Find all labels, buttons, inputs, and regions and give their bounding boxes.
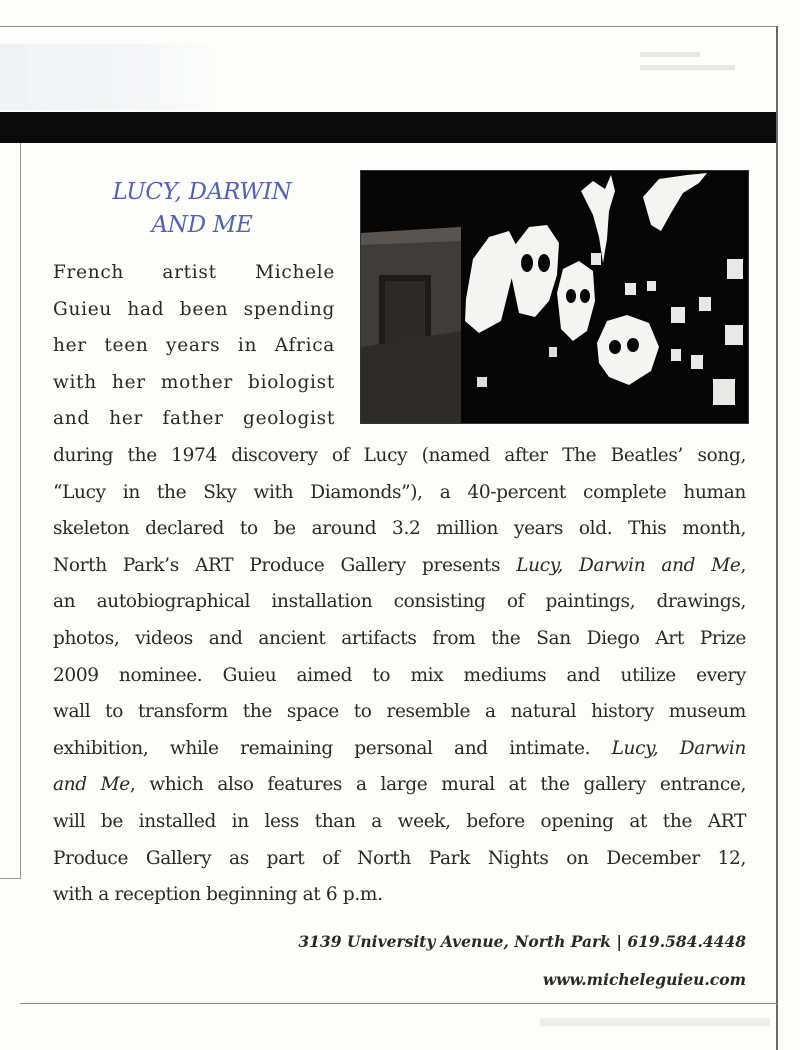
exhibition-title-part-1: Lucy, Darwin [611,737,746,759]
intro-line-2: Guieu had been spending [53,298,335,320]
body-line-10-text: , which also features a large mural at the gallery entrance, [129,774,746,796]
faded-text-ghost [640,52,750,92]
body-line-9-text: exhibition, while remaining personal and intimate. [53,737,612,759]
intro-line-5: and her father geologist [53,408,335,430]
frame-right-rule [776,26,778,1050]
body-line-5: an autobiographical installation consisting of paintings, drawings, [53,591,746,613]
headline-line-2: AND ME [151,212,253,238]
body-line-11: will be installed in less than a week, before opening at the ART [53,810,746,832]
frame-left-stub [0,878,21,879]
faded-banner-ghost [0,44,210,110]
body-line-3: skeleton declared to be around 3.2 million years old. This month, [53,518,746,540]
body-line-4-text: North Park’s ART Produce Gallery presents [53,554,517,576]
article-headline [52,176,352,242]
frame-bottom-rule [20,1003,778,1004]
body-line-7: 2009 nominee. Guieu aimed to mix mediums and utilize every [53,664,746,686]
section-divider-bar [0,112,778,143]
intro-line-1: French artist Michele [53,262,335,283]
venue-address: 3139 University Avenue, North Park | 619.584.4448 [298,932,746,951]
body-line-6: photos, videos and ancient artifacts from the San Diego Art Prize [53,627,746,649]
intro-line-4: with her mother biologist [53,371,335,393]
body-line-10 [53,767,746,804]
artist-website-link[interactable]: www.micheleguieu.com [542,970,746,989]
exhibition-title: Lucy, Darwin and Me [516,554,741,576]
installation-photo-graphic [361,171,748,423]
exhibition-title-part-2: and Me [53,774,130,796]
body-line-1: during the 1974 discovery of Lucy (named after The Beatles’ song, [53,445,746,466]
body-line-8: wall to transform the space to resemble a natural history museum [53,701,746,723]
intro-paragraph [53,255,335,438]
frame-left-rule [20,143,21,878]
top-rule [0,26,778,27]
body-paragraph [53,438,746,914]
faded-text-ghost-bottom [540,1018,770,1026]
body-line-9 [53,731,746,768]
body-line-4 [53,548,746,585]
body-line-12: Produce Gallery as part of North Park Nights on December 12, [53,847,746,869]
body-line-13: with a reception beginning at 6 p.m. [53,884,383,906]
headline-line-1: LUCY, DARWIN [112,179,292,205]
previous-page-ghost-area [0,0,800,112]
body-line-2: “Lucy in the Sky with Diamonds”), a 40-percent complete human [53,481,746,503]
installation-photo [360,170,749,424]
body-line-4-punct: , [740,554,746,576]
intro-line-3: her teen years in Africa [53,335,335,357]
